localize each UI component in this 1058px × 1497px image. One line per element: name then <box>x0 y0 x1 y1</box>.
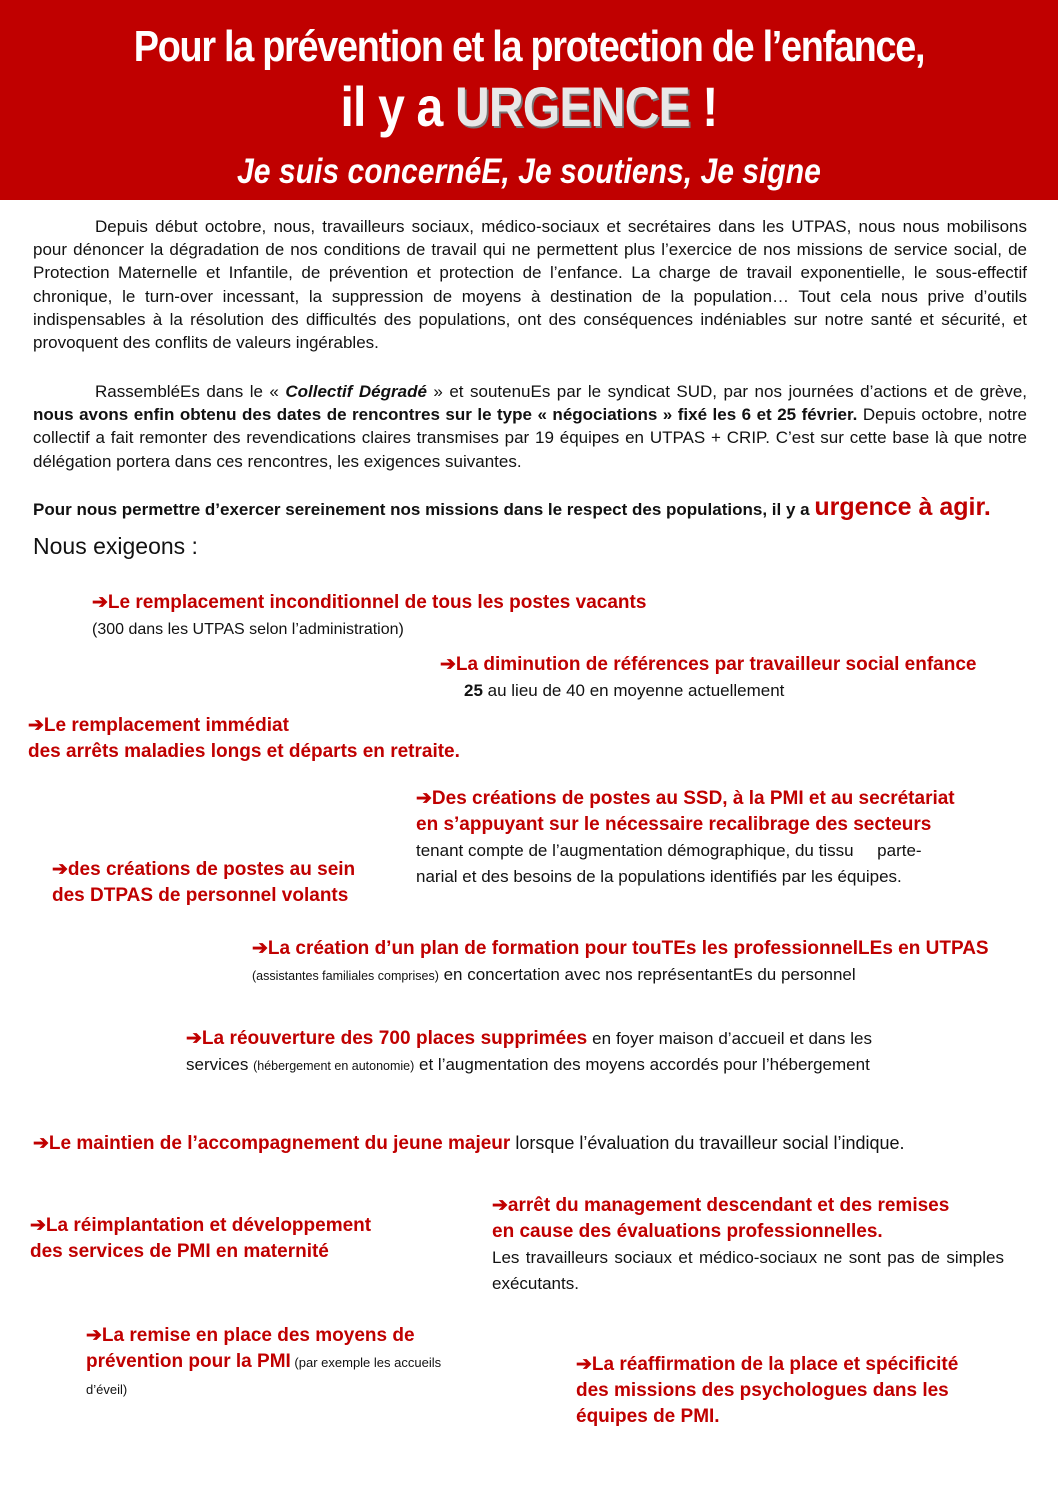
demand-title-cont: en s’appuyant sur le nécessaire recalibrage des secteurs <box>416 814 932 835</box>
arrow-right-icon: ➔ <box>576 1354 592 1375</box>
demand-pmi-prevention <box>86 1323 446 1403</box>
arrow-right-icon: ➔ <box>492 1195 508 1216</box>
p2-text-a: RassembléEs dans le « <box>95 382 286 401</box>
demand-sick-leave <box>28 713 460 765</box>
demand-note: Les travailleurs sociaux et médico-sociaux ne sont pas de simples exécutants. <box>492 1248 1004 1293</box>
demand-title-cont: en cause des évaluations professionnelles. <box>492 1221 883 1242</box>
demand-vacant-posts <box>92 590 646 643</box>
demand-title: La création d’un plan de formation pour touTEs les professionnelLEs en UTPAS <box>267 938 989 959</box>
demand-note-cont: narial et des besoins de la populations identifiés par les équipes. <box>416 867 902 886</box>
title-line-2 <box>74 74 984 139</box>
arrow-right-icon: ➔ <box>30 1215 46 1236</box>
demand-note-cont: et l’augmentation des moyens accordés pour l’hébergement <box>414 1055 870 1074</box>
p3-bold-text: Pour nous permettre d’exercer sereinement nos missions dans le respect des populations, il y a <box>33 500 815 519</box>
demand-note: en foyer maison d’accueil et dans les services <box>186 1029 872 1074</box>
demand-title: Des créations de postes au SSD, à la PMI et au secrétariat <box>431 788 955 809</box>
demand-management <box>492 1193 1004 1297</box>
demand-title-end: équipes de PMI. <box>576 1406 720 1427</box>
intro-paragraph-3 <box>33 493 1027 521</box>
demand-note: (300 dans les UTPAS selon l’administration) <box>92 621 404 638</box>
demand-note: lorsque l’évaluation du travailleur social l’indique. <box>510 1133 905 1153</box>
demand-training-plan <box>252 936 989 989</box>
demand-title-cont: des DTPAS de personnel volants <box>52 885 349 906</box>
intro-p1-text: Depuis début octobre, nous, travailleurs sociaux, médico-sociaux et secrétaires dans les UTPAS, nous nous mobilisons pour dénoncer la dégradation de nos conditions de travail qui ne permettent plus l’exercice de nos missions de service social, de Protection Maternelle et Infantile, de prévention et protection de l’enfance. La charge de travail exponentielle, le sous-effectif chronique, le turn-over incessant, la suppression de moyens à destination de la population… Tout cela nous prive d’outils indispensables à la résolution des difficultés des populations, ont des conséquences indéniables sur notre santé et sécurité, et provoquent des conflits de valeurs ingérables. <box>33 217 1027 353</box>
demand-small-note: (assistantes familiales comprises) <box>252 969 439 983</box>
demand-volant-staff <box>52 857 355 909</box>
demand-jeune-majeur <box>33 1130 905 1157</box>
arrow-right-icon: ➔ <box>416 788 432 809</box>
collectif-name: Collectif Dégradé <box>285 382 427 401</box>
demand-pmi-maternity <box>30 1213 371 1265</box>
demand-title: Le maintien de l’accompagnement du jeune majeur <box>48 1133 511 1154</box>
demand-title-cont: des services de PMI en maternité <box>30 1241 329 1262</box>
arrow-right-icon: ➔ <box>33 1133 49 1154</box>
demand-note: tenant compte de l’augmentation démographique, du tissu parte- <box>416 841 922 860</box>
arrow-right-icon: ➔ <box>440 654 456 675</box>
demand-700-places <box>186 1026 872 1079</box>
demand-title-cont: des arrêts maladies longs et départs en retraite. <box>28 741 460 762</box>
demand-psychologists <box>576 1352 958 1430</box>
demand-title-cont: des missions des psychologues dans les <box>576 1380 949 1401</box>
arrow-right-icon: ➔ <box>52 859 68 880</box>
subtitle: Je suis concernéE, Je soutiens, Je signe <box>237 152 821 191</box>
intro-paragraph-2 <box>33 380 1027 473</box>
demand-note: en concertation avec nos représentantEs du personnel <box>438 965 856 984</box>
p2-text-c: Depuis octobre, notre collectif a fait remonter des revendications claires transmises par 19 équipes en UTPAS + CRIP. C’est sur cette base là que notre délégation portera dans ces rencontres, les exigences suivantes. <box>33 405 1027 471</box>
arrow-right-icon: ➔ <box>86 1325 102 1346</box>
demand-references <box>440 652 977 704</box>
arrow-right-icon: ➔ <box>92 592 108 613</box>
arrow-right-icon: ➔ <box>28 715 44 736</box>
demand-small-note: (par exemple les accueils d’éveil) <box>86 1355 442 1397</box>
demand-note: au lieu de 40 en moyenne actuellement <box>482 681 785 700</box>
demand-title: La réaffirmation de la place et spécificité <box>591 1354 959 1375</box>
header-banner <box>0 0 1058 200</box>
nous-exigeons-heading: Nous exigeons : <box>33 533 198 559</box>
demand-title: arrêt du management descendant et des remises <box>507 1195 950 1216</box>
intro-paragraph-1 <box>33 215 1027 354</box>
demand-small-note: (hébergement en autonomie) <box>253 1059 415 1073</box>
p2-bold-text: nous avons enfin obtenu des dates de rencontres sur le type « négociations » fixé les 6 et 25 février. <box>33 405 858 425</box>
demand-title: des créations de postes au sein <box>67 859 356 880</box>
title-line-1: Pour la prévention et la protection de l’enfance, <box>133 22 925 71</box>
urgence-a-agir: urgence à agir <box>814 493 984 521</box>
title-suffix: ! <box>689 75 718 138</box>
demand-post-creations <box>416 786 1026 890</box>
demand-number: 25 <box>464 681 483 700</box>
title-prefix: il y a <box>340 75 455 138</box>
urgence-word: URGENCE <box>454 75 690 138</box>
demand-title: Le remplacement inconditionnel de tous les postes vacants <box>107 592 647 613</box>
demand-title: La diminution de références par travailleur social enfance <box>455 654 977 675</box>
demand-title: La réimplantation et développement <box>45 1215 372 1236</box>
arrow-right-icon: ➔ <box>252 938 268 959</box>
p2-text-b: » et soutenuEs par le syndicat SUD, par nos journées d’actions et de grève, <box>426 382 1027 401</box>
demand-title: La remise en place des moyens de <box>101 1325 415 1346</box>
p3-dot: . <box>983 493 991 521</box>
demand-title: La réouverture des 700 places supprimées <box>201 1028 588 1049</box>
demand-title: Le remplacement immédiat <box>43 715 289 736</box>
arrow-right-icon: ➔ <box>186 1028 202 1049</box>
demand-title-cont: prévention pour la PMI <box>86 1351 291 1372</box>
